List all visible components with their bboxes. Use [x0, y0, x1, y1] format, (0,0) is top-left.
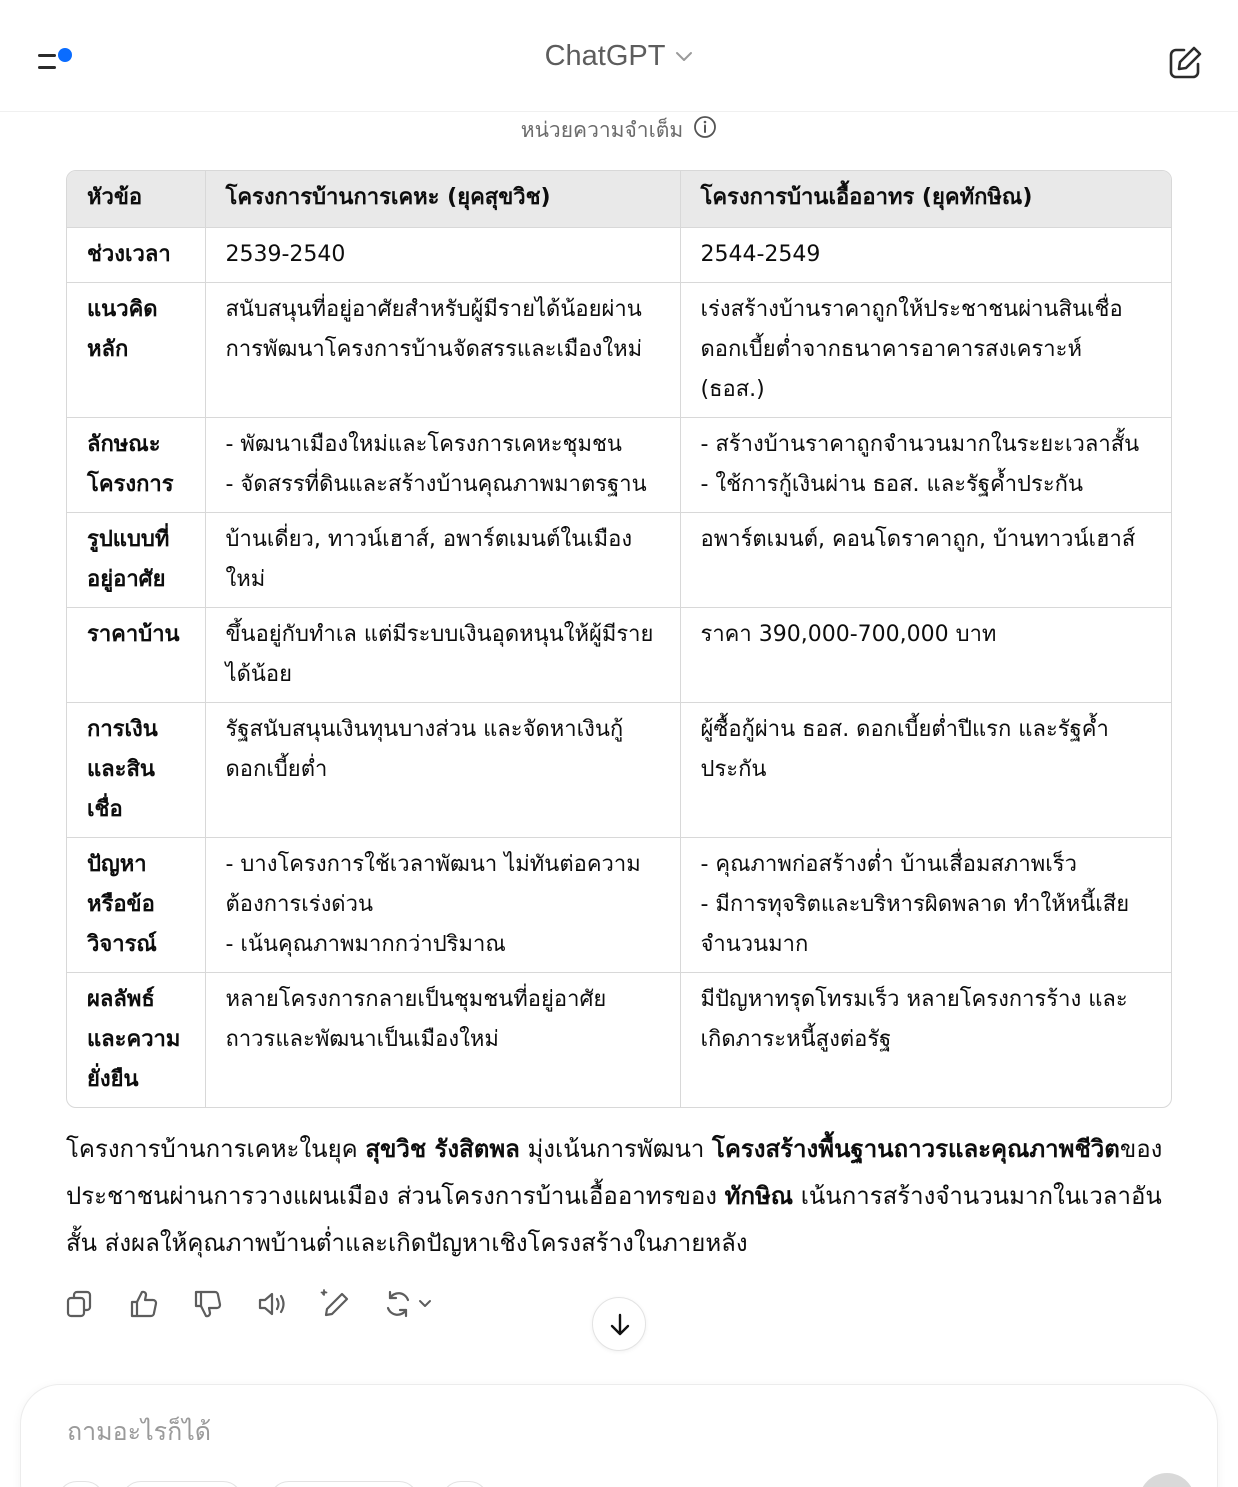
add-attachment-button[interactable]: [57, 1481, 105, 1487]
cell-text-line: สนับสนุนที่อยู่อาศัยสำหรับผู้มีรายได้น้อยผ่าน: [225, 296, 642, 322]
cell-text-line: ผู้ซื้อกู้ผ่าน ธอส. ดอกเบี้ยต่ำปีแรก และรัฐค้ำ: [700, 716, 1109, 742]
table-cell: [205, 702, 680, 837]
cell-text-line: - จัดสรรที่ดินและสร้างบ้านคุณภาพมาตรฐาน: [225, 471, 647, 497]
voice-mode-button[interactable]: [1139, 1473, 1195, 1487]
table-cell: [680, 702, 1171, 837]
answer-bold-text: โครงสร้างพื้นฐานถาวรและคุณภาพชีวิต: [711, 1135, 1120, 1163]
table-cell: [67, 227, 205, 282]
table-row: [67, 972, 1171, 1107]
cell-text-line: รูปแบบที่: [87, 526, 170, 552]
cell-text-line: ต้องการเร่งด่วน: [225, 891, 373, 917]
cell-text-line: ราคา 390,000-700,000 บาท: [700, 621, 997, 647]
edit-in-canvas-button[interactable]: [318, 1286, 354, 1322]
cell-text-line: - พัฒนาเมืองใหม่และโครงการเคหะชุมชน: [225, 431, 622, 457]
cell-text-line: ราคาบ้าน: [87, 621, 180, 647]
cell-text-line: - สร้างบ้านราคาถูกจำนวนมากในระยะเวลาสั้น: [700, 431, 1140, 457]
copy-icon: [62, 1286, 98, 1322]
cell-text-line: หรือข้อ: [87, 891, 155, 917]
table-cell: [680, 972, 1171, 1107]
prompt-input[interactable]: [67, 1413, 967, 1449]
thumbs-down-icon: [190, 1286, 226, 1322]
cell-text-line: ใหม่: [225, 566, 266, 592]
table-cell: [67, 607, 205, 702]
cell-text-line: มีปัญหาทรุดโทรมเร็ว หลายโครงการร้าง และ: [700, 986, 1128, 1012]
cell-text-line: และสิน: [87, 756, 155, 782]
table-cell: [680, 417, 1171, 512]
cell-text-line: ช่วงเวลา: [87, 241, 171, 267]
table-row: [67, 417, 1171, 512]
cell-text-line: - ใช้การกู้เงินผ่าน ธอส. และรัฐค้ำประกัน: [700, 471, 1084, 497]
cell-text-line: ลักษณะ: [87, 431, 161, 457]
table-cell: [680, 227, 1171, 282]
cell-text-line: ปัญหา: [87, 851, 147, 877]
cell-text-line: แนวคิด: [87, 296, 158, 322]
regenerate-icon: [382, 1286, 438, 1322]
table-row: [67, 607, 1171, 702]
copy-button[interactable]: [62, 1286, 98, 1322]
info-icon[interactable]: [693, 115, 717, 144]
top-bar: [0, 0, 1238, 112]
table-cell: [205, 607, 680, 702]
message-composer: [20, 1384, 1218, 1487]
table-cell: [205, 417, 680, 512]
table-cell: [680, 512, 1171, 607]
cell-text-line: หลายโครงการกลายเป็นชุมชนที่อยู่อาศัย: [225, 986, 607, 1012]
table-row: [67, 702, 1171, 837]
cell-text-line: - บางโครงการใช้เวลาพัฒนา ไม่ทันต่อความ: [225, 851, 641, 877]
new-chat-button[interactable]: [1164, 42, 1206, 84]
table-cell: [205, 837, 680, 972]
chevron-down-icon: [675, 38, 693, 71]
compose-icon: [1164, 42, 1206, 84]
column-header: โครงการบ้านการเคหะ (ยุคสุขวิช): [205, 171, 680, 227]
table-header-row: [67, 171, 1171, 227]
search-button[interactable]: [121, 1481, 243, 1487]
table-cell: [67, 972, 205, 1107]
memory-full-label: หน่วยความจำเต็ม: [520, 118, 684, 142]
model-selector[interactable]: [0, 40, 1238, 73]
cell-text-line: ยั่งยืน: [87, 1066, 139, 1092]
table-row: [67, 227, 1171, 282]
answer-bold-text: ทักษิณ: [724, 1182, 794, 1210]
table-cell: [67, 417, 205, 512]
cell-text-line: และความ: [87, 1026, 181, 1052]
cell-text-line: เร่งสร้างบ้านราคาถูกให้ประชาชนผ่านสินเชื่อ: [700, 296, 1123, 322]
memory-full-notice[interactable]: [0, 114, 1238, 147]
cell-text-line: 2539-2540: [225, 241, 346, 267]
table-cell: [680, 607, 1171, 702]
cell-text-line: ประกัน: [700, 756, 767, 782]
table-cell: [67, 282, 205, 417]
answer-text: เน้นการสร้างจำนวนมากในเวลาอันสั้น ส่งผลให้คุณภาพบ้านต่ำและเกิดปัญหาเชิงโครงสร้างในภายหลัง: [66, 1182, 1162, 1257]
good-response-button[interactable]: [126, 1286, 162, 1322]
cell-text-line: - เน้นคุณภาพมากกว่าปริมาณ: [225, 931, 506, 957]
table-cell: [67, 702, 205, 837]
edit-icon: [318, 1286, 354, 1322]
table-row: [67, 837, 1171, 972]
table-cell: [67, 837, 205, 972]
cell-text-line: การพัฒนาโครงการบ้านจัดสรรและเมืองใหม่: [225, 336, 643, 362]
comparison-table: [66, 170, 1172, 1108]
read-aloud-icon: [254, 1286, 290, 1322]
column-header: โครงการบ้านเอื้ออาทร (ยุคทักษิณ): [680, 171, 1171, 227]
cell-text-line: อพาร์ตเมนต์, คอนโดราคาถูก, บ้านทาวน์เฮาส์: [700, 526, 1136, 552]
cell-text-line: ผลลัพธ์: [87, 986, 155, 1012]
regenerate-button[interactable]: [382, 1286, 438, 1322]
table-cell: [680, 837, 1171, 972]
answer-text: โครงการบ้านการเคหะในยุค: [66, 1135, 366, 1163]
app-title: ChatGPT: [544, 40, 666, 72]
assistant-answer: [66, 1126, 1176, 1267]
cell-text-line: 2544-2549: [700, 241, 821, 267]
reason-button[interactable]: [269, 1481, 419, 1487]
cell-text-line: (ธอส.): [700, 376, 765, 402]
table-cell: [205, 227, 680, 282]
cell-text-line: - คุณภาพก่อสร้างต่ำ บ้านเสื่อมสภาพเร็ว: [700, 851, 1077, 877]
cell-text-line: อยู่อาศัย: [87, 566, 166, 592]
cell-text-line: ดอกเบี้ยต่ำจากธนาคารอาคารสงเคราะห์: [700, 336, 1082, 362]
cell-text-line: เกิดภาระหนี้สูงต่อรัฐ: [700, 1026, 892, 1052]
table-cell: [67, 512, 205, 607]
table-cell: [205, 972, 680, 1107]
cell-text-line: โครงการ: [87, 471, 174, 497]
cell-text-line: บ้านเดี่ยว, ทาวน์เฮาส์, อพาร์ตเมนต์ในเมือง: [225, 526, 633, 552]
cell-text-line: ถาวรและพัฒนาเป็นเมืองใหม่: [225, 1026, 499, 1052]
table-row: [67, 512, 1171, 607]
scroll-to-bottom-button[interactable]: [592, 1297, 646, 1351]
table-row: [67, 282, 1171, 417]
cell-text-line: รัฐสนับสนุนเงินทุนบางส่วน และจัดหาเงินกู้: [225, 716, 624, 742]
table-cell: [205, 282, 680, 417]
cell-text-line: ขึ้นอยู่กับทำเล แต่มีระบบเงินอุดหนุนให้ผู้มีราย: [225, 621, 654, 647]
cell-text-line: ได้น้อย: [225, 661, 292, 687]
answer-text: มุ่งเน้นการพัฒนา: [519, 1135, 712, 1163]
thumbs-up-icon: [126, 1286, 162, 1322]
more-tools-button[interactable]: [441, 1481, 489, 1487]
cell-text-line: หลัก: [87, 336, 129, 362]
read-aloud-button[interactable]: [254, 1286, 290, 1322]
bad-response-button[interactable]: [190, 1286, 226, 1322]
cell-text-line: การเงิน: [87, 716, 158, 742]
table-cell: [680, 282, 1171, 417]
column-header: หัวข้อ: [67, 171, 205, 227]
table-cell: [205, 512, 680, 607]
arrow-down-icon: [607, 1312, 633, 1338]
cell-text-line: วิจารณ์: [87, 931, 157, 957]
cell-text-line: จำนวนมาก: [700, 931, 809, 957]
cell-text-line: - มีการทุจริตและบริหารผิดพลาด ทำให้หนี้เสีย: [700, 891, 1130, 917]
cell-text-line: เชื่อ: [87, 796, 123, 822]
cell-text-line: ดอกเบี้ยต่ำ: [225, 756, 328, 782]
answer-bold-text: สุขวิช รังสิตพล: [365, 1135, 520, 1163]
answer-text: ของประชาชนผ่านการวางแผนเมือง ส่วนโครงการบ้านเอื้ออาทรของ: [66, 1135, 1163, 1210]
